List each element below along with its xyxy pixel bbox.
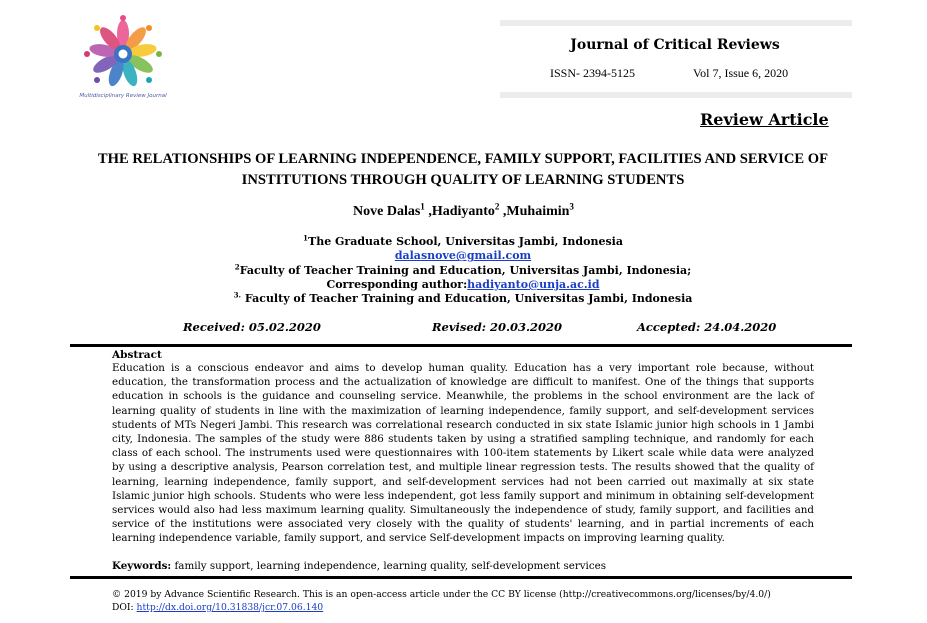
paper-title: THE RELATIONSHIPS OF LEARNING INDEPENDENCE, FAMILY SUPPORT, FACILITIES AND SERVICE OF INSTITUTIONS THROUGH QUALITY OF LEARNING STUDENTS bbox=[97, 151, 829, 188]
corresponding-email-link[interactable]: hadiyanto@unja.ac.id bbox=[467, 277, 600, 291]
header-rule-bottom bbox=[500, 92, 852, 98]
corresponding-label: Corresponding author: bbox=[326, 277, 468, 291]
doi-line bbox=[112, 601, 814, 614]
author-sup: 1 bbox=[420, 201, 425, 212]
author-list: Nove Dalas$^1$ ,Hadiyanto$^2$ ,Muhaimin$^3$ bbox=[353, 201, 574, 219]
abstract-heading: Abstract bbox=[112, 349, 162, 361]
author-name: Hadiyanto bbox=[431, 204, 495, 219]
keywords-text: family support, learning independence, learning quality, self-development services bbox=[174, 560, 606, 572]
affiliation-3 bbox=[180, 292, 746, 306]
affiliation-2 bbox=[180, 261, 746, 278]
doi-link[interactable]: http://dx.doi.org/10.31838/jcr.07.06.140 bbox=[136, 602, 324, 613]
accepted-date: Accepted: 24.04.2020 bbox=[637, 320, 777, 334]
flower-logo-icon bbox=[68, 14, 178, 94]
aff-sup: 1 bbox=[303, 233, 309, 243]
aff-sup: 2 bbox=[234, 261, 240, 271]
issn: ISSN- 2394-5125 bbox=[550, 66, 636, 80]
aff-text: Faculty of Teacher Training and Education, Universitas Jambi, Indonesia; bbox=[239, 263, 692, 277]
logo-caption: Multidisciplinary Review Journal bbox=[79, 93, 167, 99]
affiliation-1 bbox=[180, 235, 746, 249]
footer-top-rule bbox=[70, 576, 852, 579]
email-link[interactable]: dalasnove@gmail.com bbox=[394, 249, 532, 263]
abstract-body: Education is a conscious endeavor and aims to develop human quality. Education has a very important role because, without education, the transformation process and the actualization of knowledge are difficult to manifest. One of the things that supports education in schools is the guidance and counseling service. Meanwhile, the problems in the school environment are the lack of learning quality of students in line with the maximization of learning independence, family support, and self-development services students of MTs Negeri Jambi. This research was correlational research conducted in six state Islamic junior high schools in 1 Jambi city, Indonesia. The samples of the study were 886 students taken by using a stratified sampling technique, and randomly for each class of each school. The instruments used were questionnaires with 100-item statements by Likert scale while data were analyzed by using a descriptive analysis, Pearson correlation test, and multiple linear regression tests. The results showed that the quality of learning, learning independence, family support, and self-development services had not been carried out maximally at six state Islamic junior high schools. Students who were less independent, got less family support and minimum in obtaining self-development services would also had less maximum learning quality. Simultaneously the independence of study, family support, and facilities and service of the institutions were associated very closely with the quality of students' learning, and in partial increments of each learning independence variable, family support, and service Self-development impacts on improving learning quality. bbox=[112, 362, 814, 545]
revised-date: Revised: 20.03.2020 bbox=[432, 320, 563, 334]
journal-name: Journal of Critical Reviews bbox=[570, 37, 780, 53]
license-text: © 2019 by Advance Scientific Research. This is an open-access article under the CC BY license (http://creativecommons.org/licenses/by/4.0/) bbox=[112, 589, 771, 600]
author-sup: 3 bbox=[569, 201, 574, 212]
author-sup: 2 bbox=[494, 201, 500, 212]
corresponding-author bbox=[180, 278, 746, 292]
footer bbox=[112, 588, 814, 614]
header-rule-top bbox=[500, 20, 852, 26]
keywords-label: Keywords: bbox=[112, 560, 172, 572]
volume-issue: Vol 7, Issue 6, 2020 bbox=[693, 66, 789, 80]
aff-sup: 3. bbox=[233, 290, 242, 300]
aff-text: The Graduate School, Universitas Jambi, Indonesia bbox=[308, 235, 623, 248]
author-name: Muhaimin bbox=[506, 204, 570, 219]
aff-text: Faculty of Teacher Training and Education, Universitas Jambi, Indonesia bbox=[244, 292, 693, 306]
keywords bbox=[112, 560, 814, 572]
abstract-top-rule bbox=[70, 344, 852, 347]
journal-logo bbox=[68, 14, 178, 106]
article-type: Review Article bbox=[700, 110, 829, 129]
received-date: Received: 05.02.2020 bbox=[183, 320, 321, 334]
affiliations bbox=[180, 235, 746, 306]
doi-label: DOI: bbox=[112, 602, 134, 613]
author-name: Nove Dalas bbox=[353, 204, 421, 219]
